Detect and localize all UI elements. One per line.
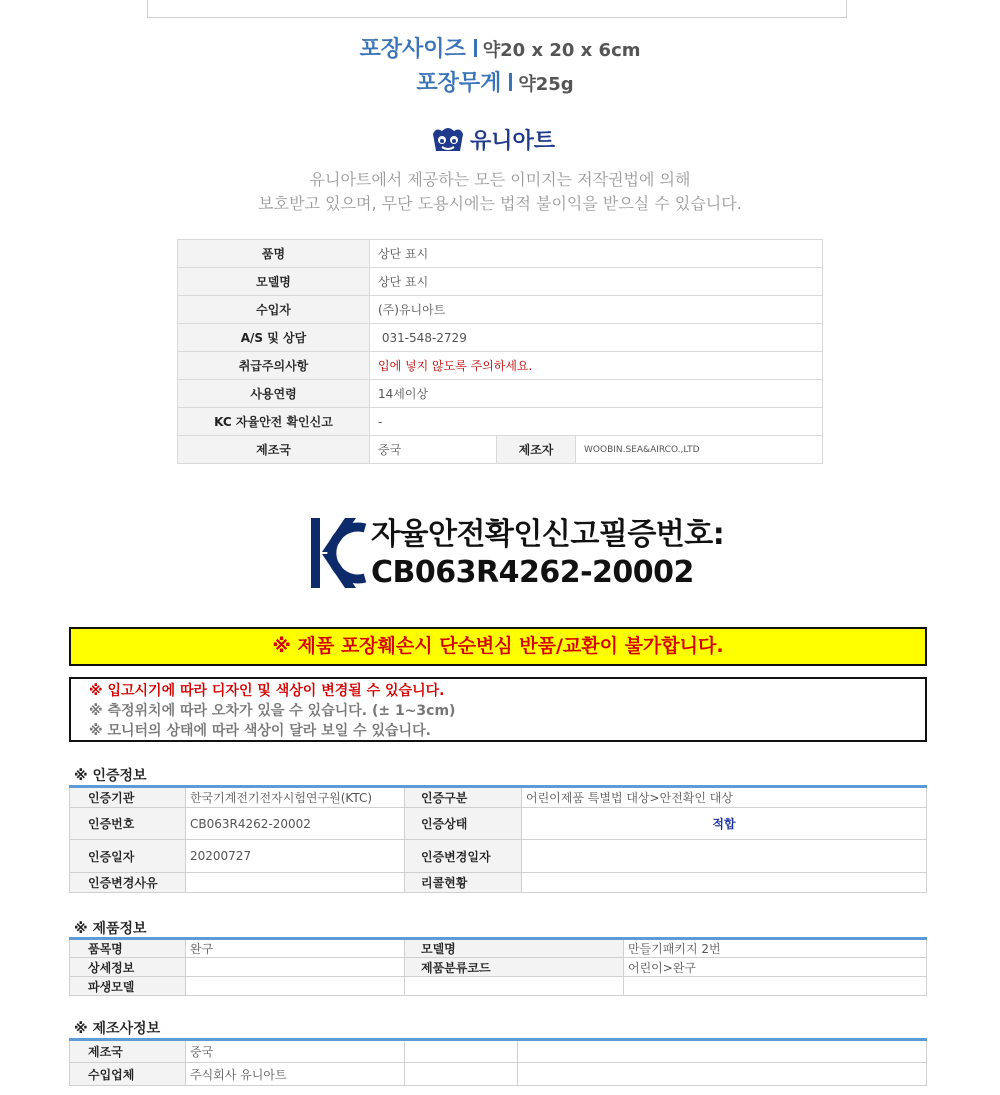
- product-key: 상세정보: [70, 958, 186, 977]
- product-value: [624, 977, 927, 996]
- maker-key: 수입업체: [70, 1063, 186, 1086]
- table-row: [70, 1063, 927, 1086]
- table-row: [178, 352, 823, 380]
- cert-key: 인증변경일자: [405, 840, 522, 873]
- notice-line: ※ 측정위치에 따라 오차가 있을 수 있습니다. (± 1~3cm): [89, 703, 456, 719]
- table-row: [70, 958, 927, 977]
- product-value: [186, 958, 405, 977]
- maker-value: [518, 1063, 927, 1086]
- spec-key: 취급주의사항: [178, 352, 370, 380]
- notice-line: ※ 모니터의 상태에 따라 색상이 달라 보일 수 있습니다.: [89, 723, 431, 739]
- spec-key: 품명: [178, 240, 370, 268]
- cert-value: CB063R4262-20002: [186, 808, 405, 840]
- table-row: [178, 436, 823, 464]
- table-row: [178, 296, 823, 324]
- spec-value: 상단 표시: [370, 268, 823, 296]
- spec-key: KC 자율안전 확인신고: [178, 408, 370, 436]
- maker-info-table: [69, 1038, 927, 1086]
- table-row: [70, 873, 927, 893]
- table-row: [178, 268, 823, 296]
- product-key: 모델명: [405, 939, 624, 958]
- cert-value: [186, 873, 405, 893]
- copyright-notice: [0, 168, 1000, 216]
- cert-value: 20200727: [186, 840, 405, 873]
- product-value: 만들기패키지 2번: [624, 939, 927, 958]
- maker-value: [518, 1040, 927, 1063]
- kc-cert-label: 자율안전확인신고필증번호:: [371, 517, 725, 552]
- product-value: 완구: [186, 939, 405, 958]
- copyright-line: 유니아트에서 제공하는 모든 이미지는 저작권법에 의해: [309, 170, 691, 189]
- product-info-table: [69, 937, 927, 996]
- product-key: 품목명: [70, 939, 186, 958]
- product-value: 어린이>완구: [624, 958, 927, 977]
- product-value: [186, 977, 405, 996]
- cert-key: 인증기관: [70, 787, 186, 808]
- package-size-value: 약20 x 20 x 6cm: [482, 40, 641, 61]
- cert-key: 인증일자: [70, 840, 186, 873]
- package-weight-value: 약25g: [518, 74, 574, 95]
- table-row: [70, 808, 927, 840]
- section-title-maker: ※ 제조사정보: [74, 1021, 161, 1037]
- cert-value: [522, 873, 927, 893]
- table-row: [70, 977, 927, 996]
- spec-key: 제조국: [178, 436, 370, 464]
- product-spec-table: [177, 239, 823, 464]
- spec-key: 수입자: [178, 296, 370, 324]
- package-size: [0, 32, 1000, 63]
- spec-value: 상단 표시: [370, 240, 823, 268]
- maker-value: 중국: [186, 1040, 405, 1063]
- maker-key: 제조국: [70, 1040, 186, 1063]
- kc-logo-icon: [309, 516, 367, 590]
- package-size-label: 포장사이즈: [359, 37, 466, 62]
- spec-key: 모델명: [178, 268, 370, 296]
- kc-certification-mark: [309, 516, 724, 592]
- top-frame: [147, 0, 847, 18]
- table-row: [70, 787, 927, 808]
- cert-value: 한국기계전기전자시험연구원(KTC): [186, 787, 405, 808]
- table-row: [178, 408, 823, 436]
- table-row: [178, 240, 823, 268]
- table-row: [70, 939, 927, 958]
- cert-info-table: [69, 785, 927, 893]
- section-title-cert: ※ 인증정보: [74, 768, 147, 784]
- spec-value: -: [370, 408, 823, 436]
- brand-logo: [430, 123, 555, 155]
- kc-cert-number: CB063R4262-20002: [371, 555, 694, 590]
- crown-icon: [430, 124, 466, 154]
- cert-value: 어린이제품 특별법 대상>안전확인 대상: [522, 787, 927, 808]
- table-row: [70, 1040, 927, 1063]
- product-key: 제품분류코드: [405, 958, 624, 977]
- spec-value: 031-548-2729: [370, 324, 823, 352]
- section-title-product: ※ 제품정보: [74, 921, 147, 937]
- spec-value: 14세이상: [370, 380, 823, 408]
- maker-value: [405, 1040, 518, 1063]
- spec-value: 입에 넣지 않도록 주의하세요.: [370, 352, 823, 380]
- cert-key: 인증변경사유: [70, 873, 186, 893]
- spec-key: A/S 및 상담: [178, 324, 370, 352]
- return-warning-banner: ※ 제품 포장훼손시 단순변심 반품/교환이 불가합니다.: [69, 627, 927, 666]
- cert-key: 인증번호: [70, 808, 186, 840]
- cert-key: 인증상태: [405, 808, 522, 840]
- spec-value: 중국: [370, 436, 497, 464]
- brand-name: 유니아트: [470, 128, 556, 154]
- table-row: [178, 324, 823, 352]
- table-row: [70, 840, 927, 873]
- copyright-line: 보호받고 있으며, 무단 도용시에는 법적 불이익을 받으실 수 있습니다.: [258, 194, 742, 213]
- cert-key: 리콜현황: [405, 873, 522, 893]
- cert-status-value: 적합: [522, 808, 927, 840]
- maker-value: 주식회사 유니아트: [186, 1063, 405, 1086]
- spec-value: WOOBIN.SEA&AIRCO.,LTD: [576, 436, 823, 464]
- notice-line: ※ 입고시기에 따라 디자인 및 색상이 변경될 수 있습니다.: [89, 683, 445, 699]
- cert-key: 인증구분: [405, 787, 522, 808]
- cert-value: [522, 840, 927, 873]
- package-weight-label: 포장무게: [416, 71, 502, 96]
- package-weight: [0, 66, 995, 97]
- product-key: 파생모델: [70, 977, 186, 996]
- spec-key: 사용연령: [178, 380, 370, 408]
- notice-box: [69, 677, 927, 742]
- spec-key: 제조자: [497, 436, 576, 464]
- product-value: [405, 977, 624, 996]
- table-row: [178, 380, 823, 408]
- spec-value: (주)유니아트: [370, 296, 823, 324]
- maker-value: [405, 1063, 518, 1086]
